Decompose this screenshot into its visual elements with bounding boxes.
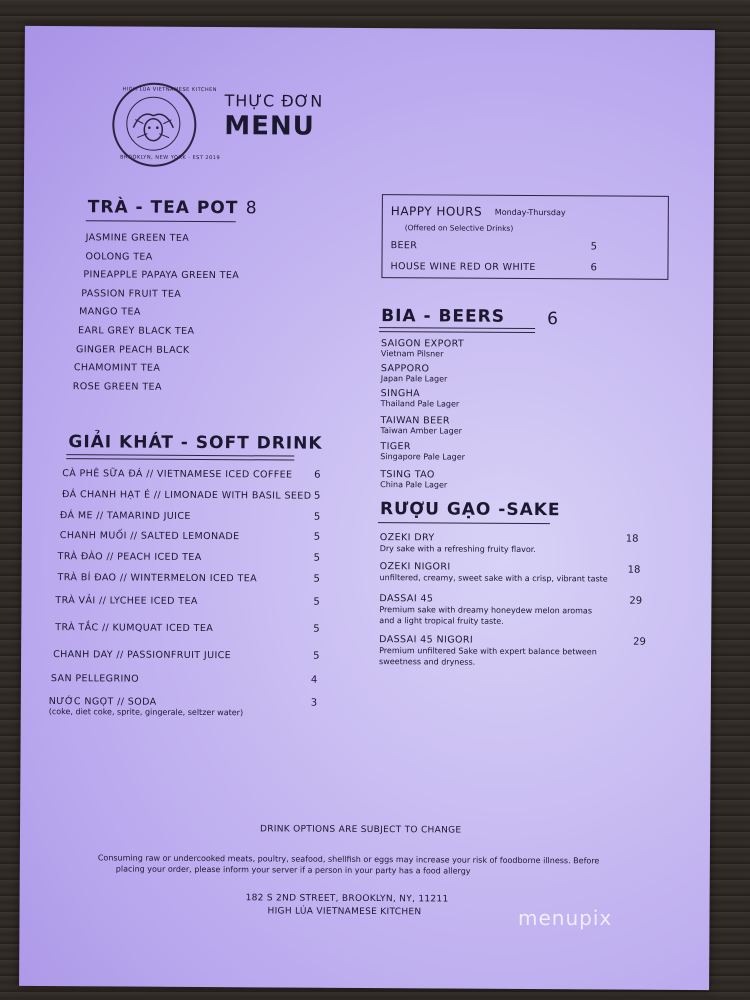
title-menu: MENU [224,111,315,142]
beer-style: Taiwan Amber Lager [380,426,462,436]
tea-item: PINEAPPLE PAPAYA GREEN TEA [83,269,240,282]
beer-title-underline [379,327,535,333]
tea-item: OOLONG TEA [85,251,153,263]
sake-section-title: RƯỢU GẠO -SAKE [379,499,561,521]
soft-drink-price: 5 [313,623,320,635]
logo-ring-bottom-text: BROOKLYN, NEW YORK · EST 2019 [120,154,221,162]
sake-name: OZEKI NIGORI [379,561,451,573]
menupix-watermark: menupix [518,906,613,930]
tea-item: CHAMOMINT TEA [73,362,161,374]
soft-drink-price: 5 [314,490,321,502]
happy-hours-title: HAPPY HOURS [390,204,483,219]
buffalo-icon [127,98,179,150]
sake-description: Dry sake with a refreshing fruity flavor. [379,544,536,555]
soft-drink-name: SAN PELLEGRINO [50,673,140,685]
tea-title-underline [86,220,236,222]
soft-drink-price: 3 [310,697,318,709]
soft-drink-price: 6 [314,469,321,481]
soft-drink-price: 5 [313,511,321,523]
happy-hours-item-name: HOUSE WINE RED OR WHITE [390,261,536,274]
logo-emblem [126,97,180,151]
tea-item: ROSE GREEN TEA [72,381,162,393]
sake-description: Premium unfiltered Sake with expert balance between [379,646,597,657]
soft-drink-price: 5 [313,650,320,662]
soft-drink-name: ĐÁ ME // TAMARIND JUICE [59,510,191,522]
logo-ring-top-text: HIGH LÚA VIETNAMESE KITCHEN [122,86,218,94]
beer-style: Thailand Pale Lager [380,399,460,409]
tea-item: PASSION FRUIT TEA [81,288,182,300]
beer-style: Vietnam Pilsner [380,349,444,359]
beer-name: SAIGON EXPORT [380,338,465,350]
tea-item: MANGO TEA [79,306,141,318]
sake-name: OZEKI DRY [379,532,435,544]
soft-drink-name: CHANH MUỐI // SALTED LEMONADE [59,530,240,543]
soft-drink-name: TRÀ BÍ ĐAO // WINTERMELON ICED TEA [57,572,258,585]
soft-drink-name: CHANH DAY // PASSIONFRUIT JUICE [53,649,232,662]
beer-style: China Pale Lager [380,480,448,490]
sake-price: 29 [633,636,646,648]
sake-description: and a light tropical fruity taste. [379,616,504,626]
soft-drink-price: 5 [313,531,321,543]
soft-drink-name: NƯỚC NGỌT // SODA [48,696,157,708]
tea-item: JASMINE GREEN TEA [85,232,190,244]
food-safety-warning-line2: placing your order, please inform your server if a person in your party has a food allergy [115,864,471,876]
sake-price: 18 [625,533,639,545]
soft-drink-price: 4 [310,674,318,686]
restaurant-name: HIGH LÚA VIETNAMESE KITCHEN [267,906,422,918]
soft-drink-section-title: GIẢI KHÁT - SOFT DRINK [68,432,323,454]
beer-name: TSING TAO [380,469,435,481]
sake-name: DASSAI 45 NIGORI [379,634,474,646]
sake-name: DASSAI 45 [379,593,434,605]
restaurant-address: 182 S 2ND STREET, BROOKLYN, NY, 11211 [245,893,449,905]
beer-name: SINGHA [380,388,421,400]
sake-description: unfiltered, creamy, sweet sake with a crisp, vibrant taste [379,573,608,584]
soft-drink-price: 5 [313,552,321,564]
tea-section-price: 8 [245,198,258,219]
beer-name: TAIWAN BEER [380,415,450,427]
sake-title-underline [378,522,550,524]
sake-description: sweetness and dryness. [379,657,476,667]
title-vietnamese: THỰC ĐƠN [224,91,324,111]
sake-price: 18 [627,564,641,576]
food-safety-warning-line1: Consuming raw or undercooked meats, poultry, seafood, shellfish or eggs may increase your risk of foodborne illness. Before [97,853,600,866]
happy-hours-note: (Offered on Selective Drinks) [404,223,514,233]
soft-drink-name: ĐÁ CHANH HẠT É // LIMONADE WITH BASIL SEED [62,489,312,502]
soft-drink-price: 5 [313,573,320,585]
soft-drink-name: TRÀ TẮC // KUMQUAT ICED TEA [55,622,214,635]
tea-section-title: TRÀ - TEA POT [87,197,239,219]
beer-name: SAPPORO [380,363,430,375]
soft-drink-name: TRÀ ĐÀO // PEACH ICED TEA [57,551,202,563]
happy-hours-box [381,194,669,280]
beer-section-price: 6 [547,309,560,330]
sake-price: 29 [629,595,643,607]
tea-item: EARL GREY BLACK TEA [78,325,195,337]
tea-item: GINGER PEACH BLACK [75,344,190,356]
soft-drink-name: CÀ PHÊ SỮA ĐÁ // VIETNAMESE ICED COFFEE [62,468,293,481]
soda-options-note: (coke, diet coke, sprite, gingerale, seltzer water) [48,707,244,718]
happy-hours-days: Monday-Thursday [494,207,566,218]
beer-name: TIGER [380,441,411,453]
menu-page [19,26,715,990]
restaurant-logo [112,82,221,167]
happy-hours-item-price: 6 [590,262,597,274]
soft-drink-title-underline [66,454,294,460]
sake-description: Premium sake with dreamy honeydew melon aromas [379,605,593,616]
beer-section-title: BIA - BEERS [381,306,506,327]
beer-style: Japan Pale Lager [380,374,448,384]
soft-drink-price: 5 [313,596,320,608]
drink-change-notice: DRINK OPTIONS ARE SUBJECT TO CHANGE [260,824,462,836]
happy-hours-item-price: 5 [590,241,598,253]
happy-hours-item-name: BEER [390,240,418,252]
beer-style: Singapore Pale Lager [380,452,465,462]
soft-drink-name: TRÀ VẢI // LYCHEE ICED TEA [55,595,198,607]
